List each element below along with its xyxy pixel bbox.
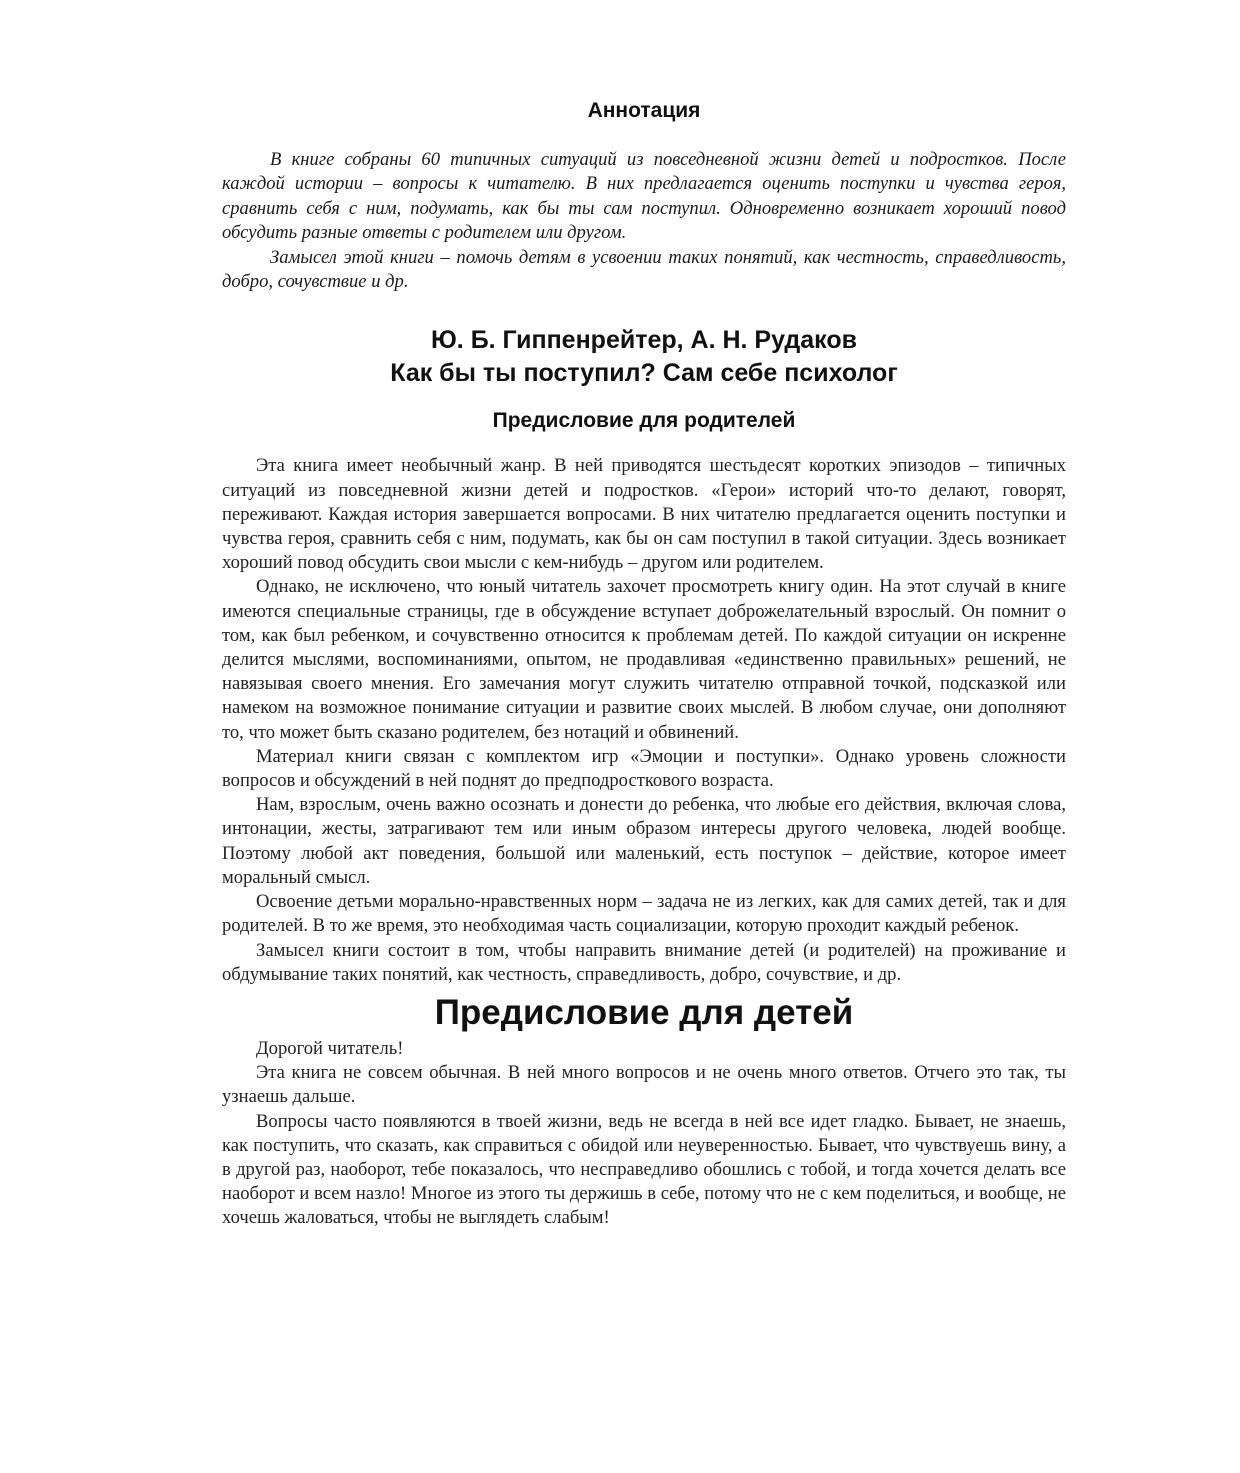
preface-parents-paragraph: Замысел книги состоит в том, чтобы направить внимание детей (и родителей) на проживание и обдумывание таких понятий, как честность, справедливость, добро, сочувствие, и др. (222, 939, 1066, 985)
preface-parents-body (222, 454, 1066, 986)
annotation-body (222, 148, 1066, 294)
annotation-paragraph: Замысел этой книги – помочь детям в усвоении таких понятий, как честность, справедливость, добро, сочувствие и др. (222, 246, 1066, 293)
annotation-heading: Аннотация (587, 99, 701, 122)
preface-parents-paragraph: Эта книга имеет необычный жанр. В ней приводятся шестьдесят коротких эпизодов – типичных ситуаций из повседневной жизни детей и подростков. «Герои» историй что-то делают, говорят, переживают. Каждая история завершается вопросами. В них читателю предлагается оценить поступки и чувства героя, сравнить себя с ним, подумать, как бы он сам поступил в такой ситуации. Здесь возникает хороший повод обсудить свои мысли с кем-нибудь – другом или родителем. (222, 455, 1066, 574)
preface-children-heading: Предисловие для детей (434, 992, 854, 1032)
preface-parents-paragraph: Однако, не исключено, что юный читатель захочет просмотреть книгу один. На этот случай в книге имеются специальные страницы, где в обсуждение вступает доброжелательный взрослый. Он помнит о том, как был ребенком, и сочувственно относится к проблемам детей. По каждой ситуации он искренне делится мыслями, воспоминаниями, опытом, не продавливая «единственно правильных» решений, не навязывая своего мнения. Его замечания могут служить читателю отправной точкой, подсказкой или намеком на возможное понимание ситуации и развитие своих мыслей. В любом случае, они дополняют то, что может быть сказано родителем, без нотаций и обвинений. (222, 576, 1066, 743)
preface-parents-paragraph: Материал книги связан с комплектом игр «Эмоции и поступки». Однако уровень сложности вопросов и обсуждений в ней поднят до предподросткового возраста. (222, 745, 1066, 792)
book-title: Как бы ты поступил? Сам себе психолог (390, 359, 898, 388)
preface-children-body (222, 1037, 1066, 1231)
preface-children-paragraph: Эта книга не совсем обычная. В ней много вопросов и не очень много ответов. Отчего это так, ты узнаешь дальше. (222, 1062, 1066, 1108)
annotation-paragraph: В книге собраны 60 типичных ситуаций из повседневной жизни детей и подростков. После каждой истории – вопросы к читателю. В них предлагается оценить поступки и чувства героя, сравнить себя с ним, подумать, как бы ты сам поступил. Одновременно возникает хороший повод обсудить разные ответы с родителем или другом. (222, 149, 1066, 244)
preface-children-paragraph: Дорогой читатель! (256, 1037, 404, 1059)
preface-parents-heading: Предисловие для родителей (492, 409, 796, 433)
book-title-block (222, 324, 1066, 390)
preface-parents-paragraph: Нам, взрослым, очень важно осознать и донести до ребенка, что любые его действия, включая слова, интонации, жесты, затрагивают тем или иным образом интересы другого человека, людей вообще. Поэтому любой акт поведения, большой или маленький, есть поступок – действие, которое имеет моральный смысл. (222, 794, 1066, 888)
preface-parents-paragraph: Освоение детьми морально-нравственных норм – задача не из легких, как для самих детей, так и для родителей. В то же время, это необходимая часть социализации, которую проходит каждый ребенок. (222, 891, 1066, 937)
book-authors: Ю. Б. Гиппенрейтер, А. Н. Рудаков (431, 326, 857, 355)
document-page (222, 96, 1066, 1231)
preface-children-paragraph: Вопросы часто появляются в твоей жизни, ведь не всегда в ней все идет гладко. Бывает, не знаешь, как поступить, что сказать, как справиться с обидой или неуверенностью. Бывает, что чувствуешь вину, а в другой раз, наоборот, тебе показалось, что несправедливо обошлись с тобой, и тогда хочется делать все наоборот и всем назло! Многое из этого ты держишь в себе, потому что не с кем поделиться, и вообще, не хочешь жаловаться, чтобы не выглядеть слабым! (222, 1110, 1066, 1229)
